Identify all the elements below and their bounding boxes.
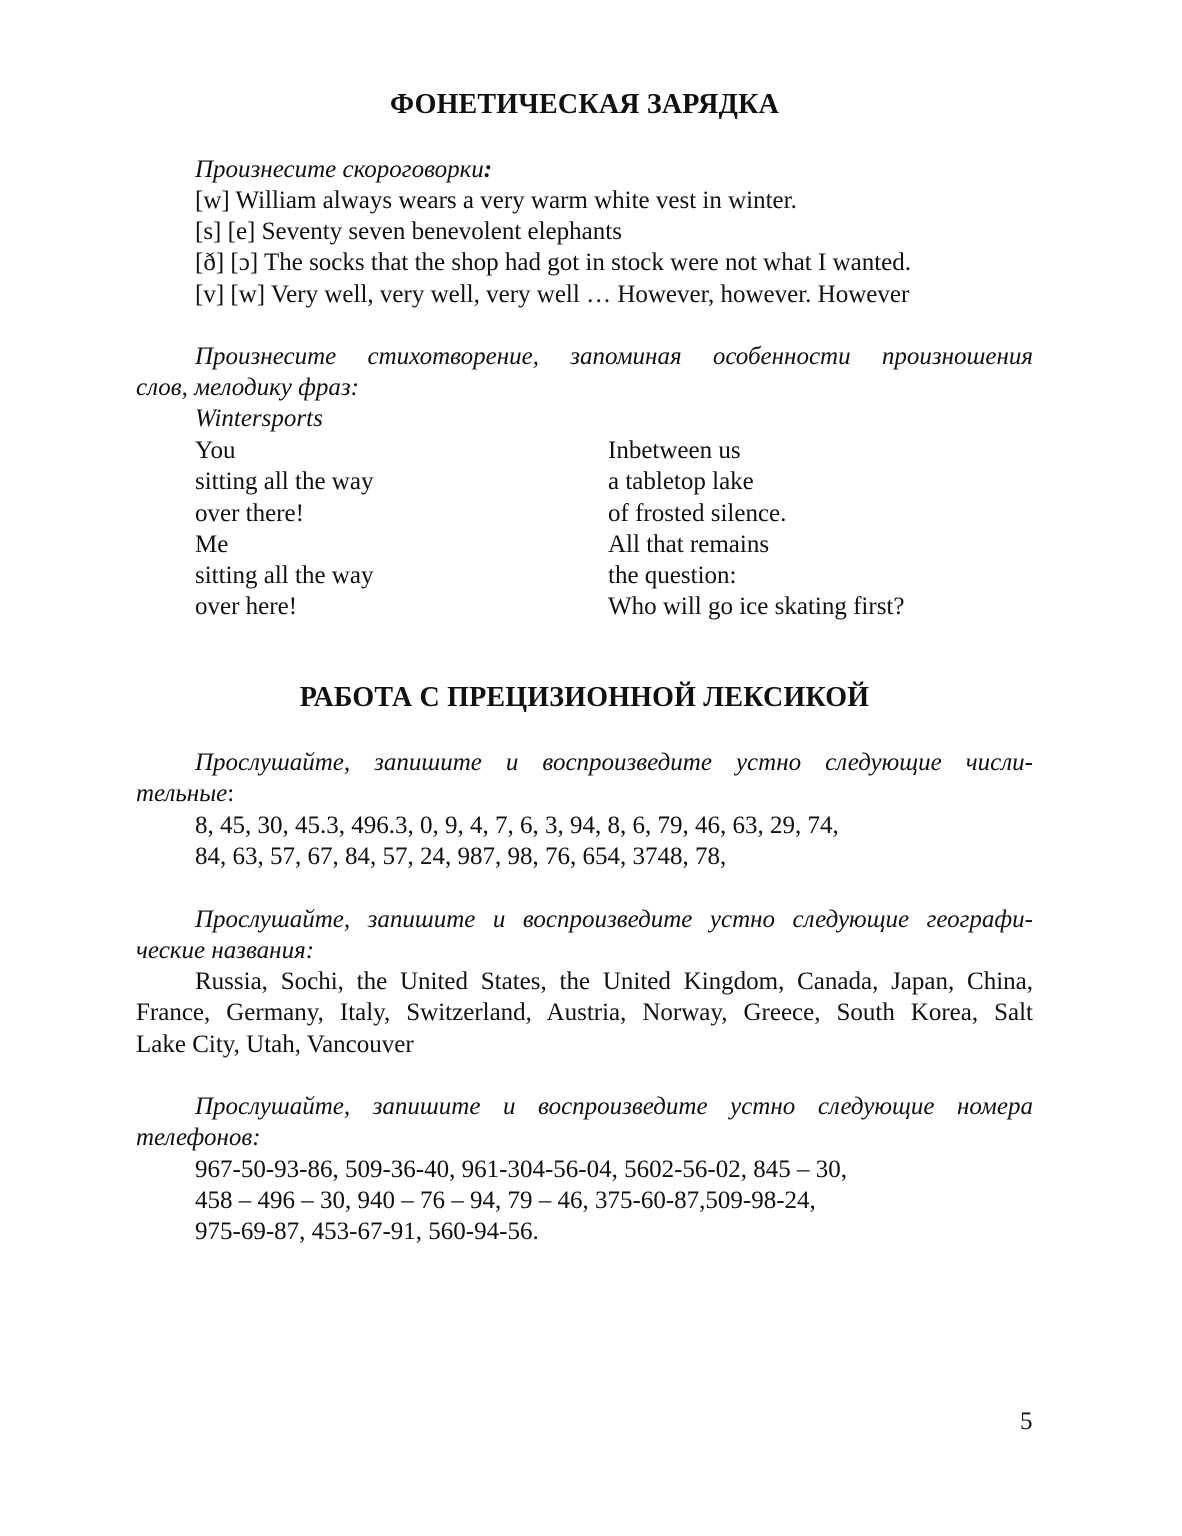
geo-line: Russia, Sochi, the United States, the United Kingdom, Canada, Japan, China,	[195, 968, 1033, 995]
poem-instruction-line2: слов, мелодику фраз:	[136, 374, 359, 401]
poem-line: Me	[195, 530, 229, 558]
section-title-phonetic: ФОНЕТИЧЕСКАЯ ЗАРЯДКА	[390, 89, 779, 120]
poem-line: sitting all the way	[195, 468, 374, 496]
tongue-twister-line: [v] [w] Very well, very well, very well … However, however. However	[195, 281, 910, 308]
poem-line: You	[195, 437, 236, 464]
tongue-twister-line: [s] [e] Seventy seven benevolent elephants	[195, 218, 622, 245]
tongue-twister-line: [w] William always wears a very warm white vest in winter.	[195, 187, 797, 214]
poem-left-column	[195, 435, 373, 623]
poem-line: over there!	[195, 499, 304, 527]
tongue-twisters-instruction: Произнесите скороговорки:	[195, 156, 493, 183]
poem-line: Who will go ice skating first?	[608, 593, 905, 621]
poem-title: Wintersports	[195, 405, 323, 432]
poem-instruction-line1: Произнесите стихотворение, запоминая особенности произношения	[195, 343, 1033, 370]
tongue-twister-line: [ð] [ɔ] The socks that the shop had got in stock were not what I wanted.	[195, 249, 912, 276]
poem-line: a tabletop lake	[608, 468, 754, 496]
phone-instruction-line1: Прослушайте, запишите и воспроизведите устно следующие номера	[195, 1093, 1033, 1120]
geo-instruction-line2: ческие названия:	[136, 937, 315, 964]
poem-line: Inbetween us	[608, 437, 741, 464]
numerals-line: 8, 45, 30, 45.3, 496.3, 0, 9, 4, 7, 6, 3, 94, 8, 6, 79, 46, 63, 29, 74,	[195, 812, 839, 839]
poem-line: over here!	[195, 593, 298, 621]
poem-line: sitting all the way	[195, 562, 374, 590]
section-title-precision-vocabulary: РАБОТА С ПРЕЦИЗИОННОЙ ЛЕКСИКОЙ	[299, 682, 870, 713]
phone-line: 967-50-93-86, 509-36-40, 961-304-56-04, 5602-56-02, 845 – 30,	[195, 1156, 848, 1183]
phone-instruction-line2: телефонов:	[136, 1124, 261, 1151]
poem-line: of frosted silence.	[608, 499, 787, 527]
phone-line: 458 – 496 – 30, 940 – 76 – 94, 79 – 46, 375-60-87,509-98-24,	[195, 1187, 816, 1214]
geo-instruction-line1: Прослушайте, запишите и воспроизведите устно следующие географи-	[195, 906, 1033, 933]
numerals-instruction-line1: Прослушайте, запишите и воспроизведите устно следующие числи-	[195, 749, 1033, 776]
poem-line: the question:	[608, 562, 737, 590]
document-page	[136, 0, 1033, 1536]
numerals-instruction-line2: тельные:	[136, 780, 235, 807]
poem-line: All that remains	[608, 530, 770, 558]
geo-line: Lake City, Utah, Vancouver	[136, 1031, 414, 1058]
phone-line: 975-69-87, 453-67-91, 560-94-56.	[195, 1218, 539, 1245]
geo-line: France, Germany, Italy, Switzerland, Austria, Norway, Greece, South Korea, Salt	[136, 999, 1033, 1026]
page-number: 5	[1020, 1408, 1033, 1435]
numerals-line: 84, 63, 57, 67, 84, 57, 24, 987, 98, 76, 654, 3748, 78,	[195, 843, 727, 870]
poem-right-column	[608, 435, 904, 623]
